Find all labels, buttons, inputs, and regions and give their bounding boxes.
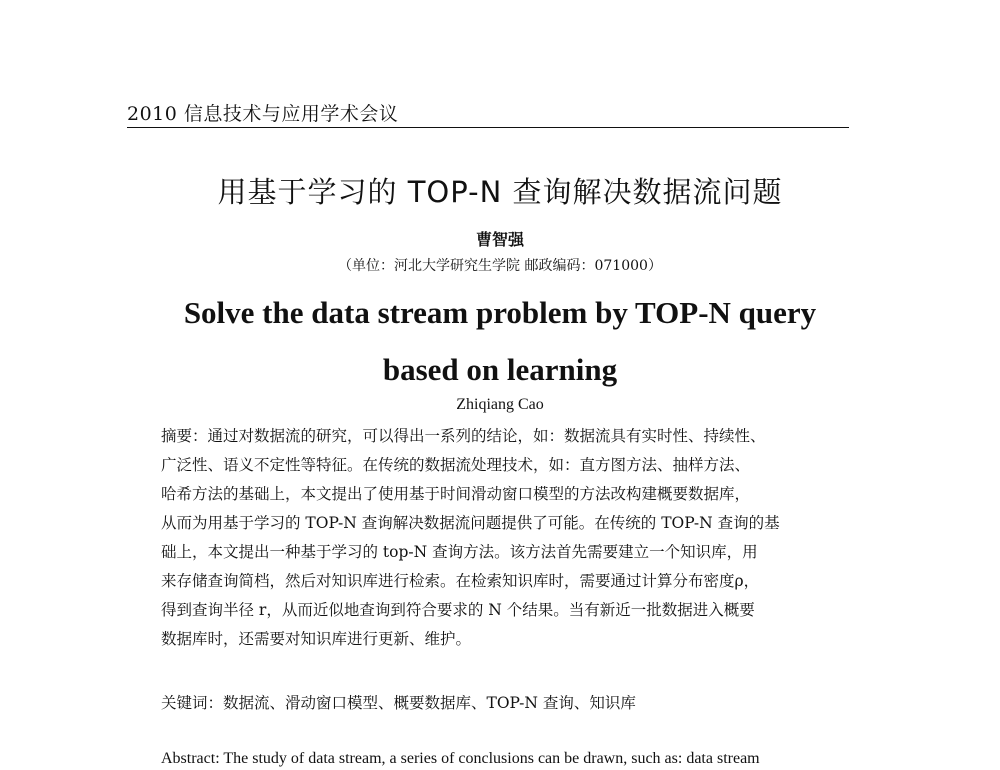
chinese-author: 曹智强: [475, 230, 524, 249]
chinese-title: 用基于学习的 TOP-N 查询解决数据流问题: [217, 175, 783, 209]
abstract-line: 哈希方法的基础上，本文提出了使用基于时间滑动窗口模型的方法改构建概要数据库，: [161, 485, 751, 503]
abstract-line: 得到查询半径 r，从而近似地查询到符合要求的 N 个结果。当有新近一批数据进入概要: [161, 601, 755, 619]
abstract-line: 础上，本文提出一种基于学习的 top-N 查询方法。该方法首先需要建立一个知识库，用: [161, 543, 758, 561]
conference-header: 2010 信息技术与应用学术会议: [127, 103, 399, 125]
english-title-line-1: Solve the data stream problem by TOP-N query: [183, 295, 817, 330]
english-author: Zhiqiang Cao: [456, 396, 544, 413]
header-rule: [127, 127, 849, 128]
abstract-line: 摘要：通过对数据流的研究，可以得出一系列的结论，如：数据流具有实时性、持续性、: [161, 427, 766, 445]
chinese-affiliation: （单位：河北大学研究生学院 邮政编码：071000）: [338, 258, 662, 274]
abstract-line: 从而为用基于学习的 TOP-N 查询解决数据流问题提供了可能。在传统的 TOP-N 查询的基: [161, 514, 780, 532]
abstract-line: 来存储查询简档，然后对知识库进行检索。在检索知识库时，需要通过计算分布密度ρ，: [161, 572, 760, 590]
chinese-keywords: 关键词：数据流、滑动窗口模型、概要数据库、TOP-N 查询、知识库: [161, 694, 636, 712]
abstract-line: 广泛性、语义不定性等特征。在传统的数据流处理技术，如：直方图方法、抽样方法、: [161, 456, 751, 474]
english-title: [0, 288, 1000, 395]
english-title-line-2: based on learning: [382, 352, 618, 387]
abstract-line: 数据库时，还需要对知识库进行更新、维护。: [161, 630, 472, 648]
chinese-abstract: [161, 422, 853, 654]
english-abstract-partial: Abstract: The study of data stream, a series of conclusions can be drawn, such as: data stream: [161, 750, 760, 767]
